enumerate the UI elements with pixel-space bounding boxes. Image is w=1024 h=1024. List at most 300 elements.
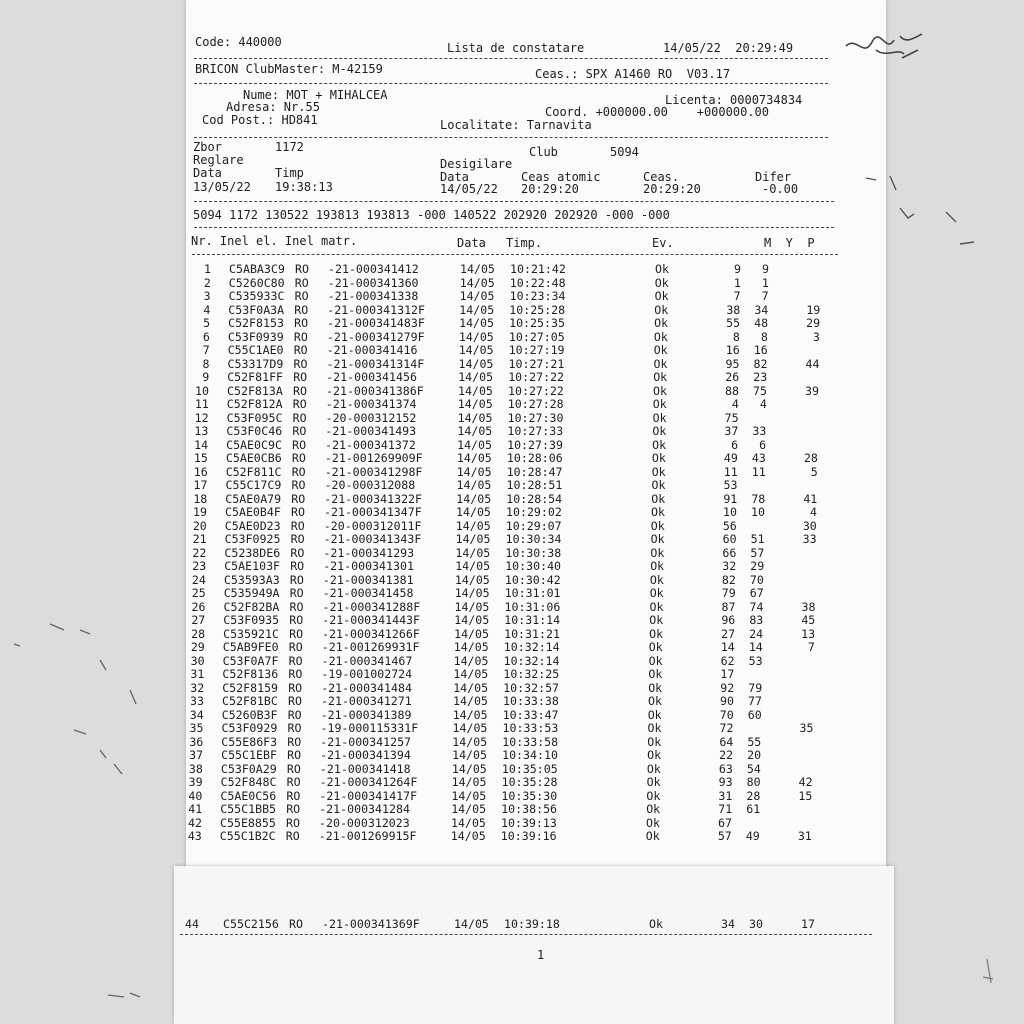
cell-dat: 14/05 (456, 491, 492, 506)
cell-tm: 10:39:16 (500, 829, 557, 843)
cell-ev: Ok (654, 316, 669, 330)
pen-marks (10, 600, 160, 790)
cell-dat: 14/05 (455, 532, 491, 546)
cell-nr: 43 (187, 829, 202, 843)
cell-ev: Ok (646, 788, 661, 803)
cell-nr: 10 (195, 383, 209, 398)
cell-ev: Ok (650, 518, 665, 533)
cell-dat: 14/05 (458, 343, 494, 357)
cell-m: 71 (718, 802, 733, 816)
cell-mat: -21-000341418 (319, 761, 411, 776)
cell-mat: -21-000341293 (323, 545, 415, 560)
cell-nr: 38 (188, 761, 203, 776)
cell-cc: RO (291, 451, 306, 465)
cell-nr: 12 (194, 410, 209, 425)
cell-dat: 14/05 (454, 626, 489, 641)
cell-m: 70 (719, 707, 734, 722)
cell-y: 7 (761, 289, 769, 303)
cell-cc: RO (290, 559, 305, 573)
cell-nr: 37 (189, 748, 204, 762)
cell-mat: -21-000341443F (322, 613, 421, 627)
cell-dat: 14/05 (453, 667, 489, 681)
cell-el: C55C1B2C (219, 829, 276, 843)
cell-m: 10 (723, 505, 737, 519)
cell-el: C52F81BC (222, 694, 278, 708)
cell-nr: 25 (191, 586, 206, 600)
cell-dat: 14/05 (454, 586, 490, 600)
cell-y: 33 (752, 424, 767, 438)
cell-p: 33 (802, 532, 817, 546)
cell-m: 92 (720, 680, 735, 695)
divider (194, 83, 828, 84)
cell-el: C535949A (223, 586, 280, 600)
cell-m: 57 (717, 829, 732, 843)
cell-dat: 14/05 (459, 316, 494, 330)
cell-ev: Ok (647, 734, 662, 749)
cell-m: 90 (720, 694, 734, 708)
cell-cc: RO (293, 329, 308, 344)
difference-value: -0.00 (762, 182, 799, 196)
cell-mat: -21-000341493 (325, 424, 417, 438)
flight-label: Zbor (193, 140, 222, 154)
cell-ev: Ok (650, 559, 665, 573)
cell-cc: RO (294, 302, 309, 317)
cell-cc: RO (288, 680, 303, 695)
club-label: Club (529, 145, 558, 159)
cell-nr: 16 (193, 464, 208, 479)
cell-tm: 10:30:40 (505, 559, 562, 573)
cell-cc: RO (293, 383, 307, 398)
cell-tm: 10:34:10 (502, 748, 558, 762)
cell-el: C5AE0D23 (224, 518, 281, 533)
cell-el: C53F095C (226, 410, 283, 425)
document-title: Lista de constatare (447, 41, 585, 55)
cell-y: 20 (747, 748, 762, 762)
cell-dat: 14/05 (451, 802, 487, 816)
cell-mat: -21-001269931F (321, 640, 420, 654)
cell-tm: 10:23:34 (509, 289, 566, 303)
cell-m: 9 (734, 262, 741, 276)
cell-nr: 36 (189, 734, 204, 749)
desigilare-date: 14/05/22 (440, 182, 498, 196)
cell-nr: 19 (193, 505, 207, 519)
cell-ev: Ok (646, 802, 661, 816)
cell-ev: Ok (648, 680, 663, 695)
cell-mat: -21-000341257 (320, 734, 412, 749)
cell-el: C5AE0A79 (225, 491, 282, 506)
cell-cc: RO (293, 356, 308, 371)
cell-nr: 26 (191, 599, 206, 614)
cell-ev: Ok (648, 667, 663, 681)
cell-dat: 14/05 (454, 917, 489, 931)
cell-m: 53 (723, 478, 738, 492)
cell-m: 60 (722, 532, 737, 546)
cell-m: 82 (721, 572, 736, 587)
flight-number: 1172 (275, 140, 304, 154)
cell-cc: RO (290, 518, 305, 533)
cell-nr: 24 (191, 572, 206, 587)
cell-tm: 10:35:30 (501, 788, 558, 803)
cell-tm: 10:27:28 (507, 397, 564, 411)
cell-y: 8 (760, 329, 768, 344)
cell-cc: RO (290, 532, 305, 546)
cell-tm: 10:31:14 (504, 613, 561, 627)
cell-dat: 14/05 (454, 613, 490, 627)
cell-tm: 10:28:51 (506, 478, 563, 492)
cell-tm: 10:31:21 (504, 626, 560, 641)
cell-tm: 10:33:53 (502, 721, 559, 735)
cell-p: 31 (797, 829, 812, 843)
cell-mat: -19-001002724 (321, 667, 413, 681)
cell-p: 38 (801, 599, 816, 614)
cell-m: 32 (722, 559, 737, 573)
cell-ev: Ok (653, 343, 668, 357)
cell-mat: -21-000341322F (324, 491, 423, 506)
cell-mat: -21-000341458 (322, 586, 414, 600)
cell-el: C55C17C9 (225, 478, 282, 492)
cell-cc: RO (288, 667, 303, 681)
cell-cc: RO (286, 775, 301, 789)
cell-m: 31 (718, 788, 733, 803)
cell-el: C53F0A3A (228, 302, 285, 317)
cell-mat: -21-000341372 (325, 437, 416, 452)
cell-cc: RO (289, 626, 304, 641)
cell-el: C53317D9 (227, 356, 284, 371)
cell-cc: RO (292, 397, 307, 411)
cell-tm: 10:28:54 (506, 491, 563, 506)
cell-dat: 14/05 (460, 262, 495, 276)
cell-dat: 14/05 (456, 451, 492, 465)
cell-p: 19 (806, 302, 821, 317)
cell-cc: RO (286, 761, 301, 776)
cell-y: 74 (749, 599, 764, 614)
cell-el: C52F81FF (227, 370, 284, 384)
cell-mat: -20-000312088 (324, 478, 416, 492)
cell-y: 29 (750, 559, 765, 573)
cell-el: C52F812A (226, 397, 283, 411)
cell-p: 7 (807, 640, 815, 654)
cell-cc: RO (287, 707, 302, 722)
cell-m: 88 (725, 383, 739, 398)
cell-mat: -20-000312011F (323, 518, 422, 533)
clock-label: Ceas. (643, 170, 680, 184)
cell-p: 42 (798, 775, 813, 789)
cell-mat: -21-000341360 (327, 275, 419, 290)
cell-mat: -21-000341338 (327, 289, 419, 303)
reglare-timp-label: Timp (275, 166, 304, 180)
cell-y: 23 (753, 370, 768, 384)
atomic-clock-time: 20:29:20 (521, 182, 579, 196)
cell-p: 4 (810, 505, 817, 519)
cell-cc: RO (292, 410, 307, 425)
cell-el: C53F0929 (221, 721, 278, 735)
cell-cc: RO (294, 275, 309, 290)
cell-tm: 10:38:56 (501, 802, 558, 816)
cell-tm: 10:35:05 (501, 761, 558, 776)
locality: Localitate: Tarnavita (440, 118, 592, 132)
cell-nr: 23 (192, 559, 207, 573)
print-datetime: 14/05/22 20:29:49 (663, 41, 794, 55)
flight-code-line: 5094 1172 130522 193813 193813 -000 140522 202920 202920 -000 -000 (193, 208, 670, 222)
owner-address: Adresa: Nr.55 (226, 100, 320, 114)
cell-dat: 14/05 (451, 775, 487, 789)
cell-m: 16 (725, 343, 740, 357)
cell-mat: -21-000341467 (321, 653, 413, 668)
license-number: Licenta: 0000734834 (665, 93, 803, 107)
cell-tm: 10:33:38 (503, 694, 559, 708)
cell-nr: 33 (190, 694, 204, 708)
cell-y: 43 (751, 451, 766, 465)
cell-cc: RO (286, 815, 300, 830)
cell-ev: Ok (652, 410, 667, 425)
cell-ev: Ok (655, 262, 669, 276)
cell-el: C5AE0C56 (220, 788, 277, 803)
cell-el: C53F0A7F (222, 653, 279, 668)
cell-tm: 10:27:05 (508, 329, 565, 344)
cell-mat: -21-000341347F (324, 505, 422, 519)
cell-p: 13 (801, 626, 816, 641)
cell-y: 34 (754, 302, 769, 317)
cell-m: 75 (724, 410, 739, 425)
cell-nr: 27 (191, 613, 206, 627)
pen-marks (100, 985, 160, 1005)
cell-cc: RO (287, 721, 302, 735)
cell-p: 29 (806, 316, 821, 330)
cell-cc: RO (292, 424, 307, 438)
cell-dat: 14/05 (458, 329, 494, 344)
reglare-label: Reglare (193, 153, 244, 167)
cell-cc: RO (292, 437, 307, 452)
cell-ev: Ok (649, 613, 664, 627)
cell-ev: Ok (648, 640, 663, 654)
cell-mat: -21-000341266F (322, 626, 420, 641)
cell-dat: 14/05 (453, 653, 489, 668)
cell-el: C5AE103F (224, 559, 281, 573)
cell-ev: Ok (652, 437, 667, 452)
cell-m: 11 (723, 464, 738, 479)
cell-y: 67 (749, 586, 764, 600)
cell-el: C53593A3 (223, 572, 280, 587)
cell-y: 28 (746, 788, 761, 803)
cell-dat: 14/05 (451, 761, 487, 776)
cell-nr: 34 (189, 707, 204, 722)
cell-tm: 10:31:06 (504, 599, 561, 614)
cell-ev: Ok (647, 748, 662, 762)
cell-cc: RO (291, 478, 306, 492)
cell-mat: -21-000341389 (320, 707, 412, 722)
cell-dat: 14/05 (452, 721, 488, 735)
cell-tm: 10:31:01 (504, 586, 561, 600)
cell-cc: RO (293, 343, 308, 357)
cell-y: 48 (754, 316, 769, 330)
cell-dat: 14/05 (451, 815, 486, 830)
cell-el: C5AE0C9C (226, 437, 282, 452)
cell-cc: RO (295, 262, 309, 276)
cell-y: 53 (748, 653, 763, 668)
cell-mat: -21-000341412 (328, 262, 419, 276)
cell-nr: 29 (190, 640, 205, 654)
cell-nr: 5 (203, 316, 211, 330)
cell-ev: Ok (646, 761, 661, 776)
cell-dat: 14/05 (459, 289, 495, 303)
cell-p: 35 (799, 721, 814, 735)
cell-dat: 14/05 (454, 599, 490, 614)
pen-marks (860, 168, 980, 258)
divider (180, 934, 872, 935)
cell-y: 54 (746, 761, 761, 776)
cell-mat: -21-000341381 (322, 572, 414, 587)
cell-dat: 14/05 (452, 707, 488, 722)
cell-ev: Ok (654, 302, 669, 317)
cell-ev: Ok (653, 383, 667, 398)
cell-nr: 17 (193, 478, 208, 492)
cell-tm: 10:29:02 (506, 505, 562, 519)
cell-mat: -21-000341386F (326, 383, 424, 398)
cell-dat: 14/05 (454, 572, 490, 587)
cell-ev: Ok (645, 829, 660, 843)
cell-ev: Ok (649, 586, 664, 600)
cell-el: C55C1BB5 (220, 802, 277, 816)
cell-nr: 1 (204, 262, 211, 276)
cell-m: 64 (719, 734, 734, 749)
cell-ev: Ok (646, 775, 661, 789)
cell-mat: -21-000341312F (327, 302, 426, 317)
cell-tm: 10:32:25 (503, 667, 560, 681)
col-header-event: Ev. (652, 236, 674, 250)
cell-ev: Ok (654, 289, 669, 303)
cell-p: 41 (803, 491, 818, 506)
cell-m: 1 (733, 275, 741, 290)
cell-mat: -21-000341416 (326, 343, 418, 357)
cell-m: 34 (721, 917, 735, 931)
cell-dat: 14/05 (457, 410, 493, 425)
cell-nr: 20 (192, 518, 207, 533)
cell-nr: 8 (202, 356, 210, 371)
cell-m: 96 (721, 613, 736, 627)
cell-m: 4 (731, 397, 739, 411)
cell-cc: RO (294, 316, 309, 330)
cell-mat: -21-000341417F (319, 788, 418, 803)
cell-m: 14 (720, 640, 735, 654)
cell-dat: 14/05 (459, 275, 495, 290)
cell-el: C53F0C46 (226, 424, 283, 438)
cell-el: C53F0925 (224, 532, 281, 546)
cell-nr: 30 (190, 653, 205, 668)
cell-nr: 14 (194, 437, 209, 452)
divider (194, 227, 834, 228)
cell-dat: 14/05 (450, 829, 486, 843)
owner-name: Nume: MOT + MIHALCEA (243, 88, 388, 102)
cell-cc: RO (289, 613, 304, 627)
cell-el: C52F811C (225, 464, 282, 479)
cell-cc: RO (291, 505, 305, 519)
cell-ev: Ok (649, 917, 663, 931)
cell-tm: 10:22:48 (509, 275, 566, 290)
cell-cc: RO (289, 572, 304, 587)
cell-y: 6 (759, 437, 767, 452)
cell-y: 83 (749, 613, 764, 627)
cell-ev: Ok (652, 397, 667, 411)
cell-tm: 10:32:57 (503, 680, 560, 695)
cell-el: C5AE0B4F (225, 505, 281, 519)
cell-mat: -21-000341301 (323, 559, 414, 573)
cell-el: C55C1EBF (221, 748, 277, 762)
cell-nr: 13 (194, 424, 209, 438)
cell-cc: RO (291, 491, 306, 506)
cell-dat: 14/05 (458, 370, 494, 384)
cell-cc: RO (289, 599, 304, 614)
cell-el: C5AE0CB6 (225, 451, 282, 465)
cell-y: 80 (746, 775, 761, 789)
cell-y: 16 (753, 343, 768, 357)
cell-m: 7 (733, 289, 741, 303)
cell-dat: 14/05 (456, 505, 491, 519)
cell-mat: -21-000341394 (320, 748, 411, 762)
clubmaster-id: BRICON ClubMaster: M-42159 (195, 62, 383, 76)
cell-m: 87 (721, 599, 736, 614)
cell-tm: 10:30:34 (505, 532, 562, 546)
cell-y: 10 (751, 505, 765, 519)
cell-ev: Ok (654, 275, 669, 290)
cell-ev: Ok (649, 626, 664, 641)
cell-el: C52F813A (227, 383, 283, 398)
cell-m: 79 (721, 586, 736, 600)
cell-y: 79 (748, 680, 763, 695)
cell-tm: 10:28:47 (506, 464, 563, 479)
atomic-clock-label: Ceas atomic (521, 170, 601, 184)
cell-y: 75 (753, 383, 767, 398)
cell-ev: Ok (648, 694, 662, 708)
cell-mat: -21-000341314F (326, 356, 425, 371)
cell-tm: 10:27:39 (507, 437, 563, 452)
cell-cc: RO (286, 788, 301, 803)
cell-el: C52F8153 (228, 316, 284, 330)
cell-nr: 22 (192, 545, 207, 560)
col-header-date: Data (457, 236, 486, 250)
cell-dat: 14/05 (452, 748, 487, 762)
cell-tm: 10:27:22 (508, 370, 565, 384)
cell-ev: Ok (653, 329, 668, 344)
cell-mat: -21-000341288F (322, 599, 421, 614)
cell-mat: -21-000341374 (325, 397, 417, 411)
cell-nr: 41 (188, 802, 203, 816)
cell-mat: -20-000312152 (325, 410, 417, 425)
divider (192, 254, 838, 255)
cell-cc: RO (291, 464, 306, 479)
cell-nr: 6 (202, 329, 210, 344)
cell-nr: 32 (190, 680, 205, 695)
cell-el: C52F8159 (222, 680, 279, 695)
cell-ev: Ok (651, 478, 666, 492)
cell-dat: 14/05 (453, 680, 489, 695)
cell-cc: RO (288, 653, 303, 668)
cell-ev: Ok (648, 653, 663, 668)
cell-m: 27 (721, 626, 736, 641)
cell-tm: 10:39:13 (501, 815, 557, 830)
cell-m: 95 (725, 356, 740, 371)
cell-ev: Ok (647, 721, 662, 735)
cell-m: 93 (718, 775, 733, 789)
cell-cc: RO (287, 734, 302, 749)
cell-cc: RO (289, 586, 304, 600)
cell-tm: 10:25:28 (509, 302, 566, 317)
cell-m: 38 (726, 302, 741, 317)
cell-cc: RO (286, 802, 301, 816)
cell-p: 30 (802, 518, 817, 533)
cell-nr: 28 (191, 626, 206, 641)
cell-tm: 10:39:18 (504, 917, 560, 931)
cell-el: C5ABA3C9 (229, 262, 285, 276)
